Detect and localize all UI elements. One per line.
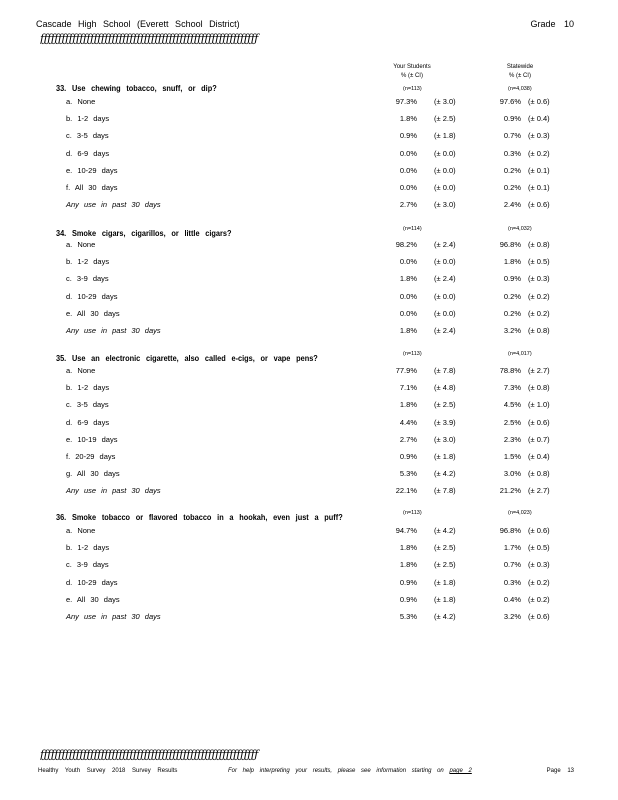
state-percent: 0.9% xyxy=(503,274,521,284)
question-title: 35. Use an electronic cigarette, also called e-cigs, or vape pens? xyxy=(56,354,318,363)
your-percent: 2.7% xyxy=(399,434,417,444)
your-percent: 1.8% xyxy=(399,543,417,553)
state-percent: 0.2% xyxy=(503,165,521,175)
your-ci: (± 2.5) xyxy=(434,543,456,553)
row-label: d. 10-29 days xyxy=(66,577,118,587)
col-state-sub: % (± CI) xyxy=(509,73,531,79)
table-row xyxy=(0,200,618,214)
your-ci: (± 2.5) xyxy=(434,400,456,410)
row-label: a. None xyxy=(66,366,96,375)
state-ci: (± 0.6) xyxy=(528,526,550,535)
col-your-title: Your Students xyxy=(393,64,431,70)
your-ci: (± 0.0) xyxy=(434,165,456,175)
col-statewide xyxy=(490,63,550,81)
state-percent: 2.5% xyxy=(503,417,521,427)
state-ci: (± 0.2) xyxy=(528,308,550,318)
your-percent: 1.8% xyxy=(399,274,417,284)
row-label: c. 3-5 days xyxy=(66,400,109,410)
sample-size-your: (n=113) xyxy=(403,510,422,516)
row-label: c. 3-9 days xyxy=(66,274,109,284)
row-label: b. 1-2 days xyxy=(66,383,110,393)
table-row xyxy=(0,435,618,449)
row-label: e. All 30 days xyxy=(66,594,120,604)
col-your-sub: % (± CI) xyxy=(401,73,423,79)
state-ci: (± 0.4) xyxy=(528,452,550,461)
col-state-title: Statewide xyxy=(506,64,534,70)
row-label: f. 20-29 days xyxy=(66,452,116,461)
row-label: c. 3-9 days xyxy=(66,560,109,570)
your-percent: 94.7% xyxy=(395,526,417,535)
sample-size-your: (n=113) xyxy=(403,86,422,92)
your-ci: (± 3.0) xyxy=(434,97,456,106)
state-percent: 0.2% xyxy=(503,291,521,301)
table-row xyxy=(0,274,618,288)
table-row xyxy=(0,383,618,397)
table-row xyxy=(0,149,618,163)
state-percent: 2.4% xyxy=(503,200,521,210)
state-percent: 3.0% xyxy=(503,469,521,479)
your-percent: 77.9% xyxy=(395,366,417,375)
bottom-divider: ƒƒƒƒƒƒƒƒƒƒƒƒƒƒƒƒƒƒƒƒƒƒƒƒƒƒƒƒƒƒƒƒƒƒƒƒƒƒƒƒƒƒƒƒƒƒƒƒƒƒƒƒƒƒƒƒƒƒƒƒƒ xyxy=(40,748,258,761)
state-percent: 0.2% xyxy=(503,183,521,192)
your-percent: 1.8% xyxy=(399,326,417,335)
table-row xyxy=(0,560,618,574)
state-ci: (± 0.2) xyxy=(528,148,550,158)
sample-size-your: (n=113) xyxy=(403,351,422,357)
state-ci: (± 0.4) xyxy=(528,114,550,124)
your-ci: (± 4.2) xyxy=(434,526,456,535)
your-ci: (± 1.8) xyxy=(434,594,456,604)
question-title: 33. Use chewing tobacco, snuff, or dip? xyxy=(56,84,217,93)
your-percent: 5.3% xyxy=(399,469,417,479)
question-title: 34. Smoke cigars, cigarillos, or little cigars? xyxy=(56,229,232,238)
row-label: d. 10-29 days xyxy=(66,291,118,301)
table-row xyxy=(0,183,618,197)
col-your-students xyxy=(382,63,442,81)
table-row xyxy=(0,97,618,111)
table-row xyxy=(0,400,618,414)
state-percent: 97.6% xyxy=(499,97,521,106)
table-row xyxy=(0,452,618,466)
state-ci: (± 0.2) xyxy=(528,291,550,301)
state-percent: 78.8% xyxy=(499,366,521,375)
row-label: e. All 30 days xyxy=(66,308,120,318)
your-ci: (± 1.8) xyxy=(434,452,456,461)
state-ci: (± 0.6) xyxy=(528,200,550,210)
sample-size-state: (n=4,023) xyxy=(508,510,532,516)
your-percent: 0.0% xyxy=(399,257,417,267)
state-percent: 0.9% xyxy=(503,114,521,124)
sample-size-state: (n=4,017) xyxy=(508,351,532,357)
row-label: Any use in past 30 days xyxy=(66,326,161,335)
table-row xyxy=(0,418,618,432)
state-percent: 0.2% xyxy=(503,308,521,318)
state-ci: (± 0.1) xyxy=(528,165,550,175)
row-label: e. 10-19 days xyxy=(66,434,118,444)
row-label: a. None xyxy=(66,97,96,106)
row-label: f. All 30 days xyxy=(66,183,118,192)
state-ci: (± 0.8) xyxy=(528,326,550,335)
your-percent: 97.3% xyxy=(395,97,417,106)
sample-size-state: (n=4,032) xyxy=(508,226,532,232)
row-label: Any use in past 30 days xyxy=(66,612,161,621)
table-row xyxy=(0,240,618,254)
question-title: 36. Smoke tobacco or flavored tobacco in a hookah, even just a puff? xyxy=(56,513,343,522)
row-label: b. 1-2 days xyxy=(66,543,110,553)
row-label: g. All 30 days xyxy=(66,469,120,479)
row-label: Any use in past 30 days xyxy=(66,200,161,210)
state-percent: 0.7% xyxy=(503,131,521,141)
footer-help-text xyxy=(228,768,472,774)
your-ci: (± 2.4) xyxy=(434,326,456,335)
state-ci: (± 0.5) xyxy=(528,543,550,553)
state-ci: (± 0.2) xyxy=(528,577,550,587)
your-ci: (± 1.8) xyxy=(434,131,456,141)
row-label: e. 10-29 days xyxy=(66,165,118,175)
your-ci: (± 2.4) xyxy=(434,274,456,284)
your-ci: (± 3.0) xyxy=(434,200,456,210)
sample-size-state: (n=4,038) xyxy=(508,86,532,92)
your-ci: (± 2.5) xyxy=(434,560,456,570)
state-ci: (± 0.3) xyxy=(528,274,550,284)
state-percent: 1.8% xyxy=(503,257,521,267)
your-percent: 2.7% xyxy=(399,200,417,210)
your-percent: 1.8% xyxy=(399,400,417,410)
state-percent: 96.8% xyxy=(499,526,521,535)
state-ci: (± 2.7) xyxy=(528,486,550,496)
your-percent: 0.0% xyxy=(399,183,417,192)
your-percent: 22.1% xyxy=(395,486,417,496)
state-percent: 7.3% xyxy=(503,383,521,393)
state-ci: (± 0.8) xyxy=(528,469,550,479)
your-ci: (± 4.2) xyxy=(434,612,456,621)
table-row xyxy=(0,469,618,483)
state-ci: (± 0.6) xyxy=(528,97,550,106)
your-ci: (± 0.0) xyxy=(434,183,456,192)
state-percent: 0.4% xyxy=(503,594,521,604)
your-percent: 0.0% xyxy=(399,291,417,301)
state-percent: 4.5% xyxy=(503,400,521,410)
your-percent: 0.0% xyxy=(399,148,417,158)
header-grade: Grade 10 xyxy=(530,19,574,29)
row-label: b. 1-2 days xyxy=(66,114,110,124)
your-ci: (± 2.5) xyxy=(434,114,456,124)
table-row xyxy=(0,543,618,557)
your-ci: (± 7.8) xyxy=(434,486,456,496)
state-ci: (± 0.6) xyxy=(528,417,550,427)
your-ci: (± 3.9) xyxy=(434,417,456,427)
your-percent: 4.4% xyxy=(399,417,417,427)
footer-page-number: Page 13 xyxy=(546,768,574,774)
your-ci: (± 2.4) xyxy=(434,240,456,249)
table-row xyxy=(0,595,618,609)
table-row xyxy=(0,257,618,271)
your-percent: 0.0% xyxy=(399,308,417,318)
table-row xyxy=(0,309,618,323)
state-ci: (± 0.8) xyxy=(528,383,550,393)
header-title: Cascade High School (Everett School District) xyxy=(36,19,240,29)
your-percent: 0.9% xyxy=(399,577,417,587)
state-percent: 1.5% xyxy=(503,452,521,461)
state-percent: 3.2% xyxy=(503,326,521,335)
your-percent: 0.0% xyxy=(399,165,417,175)
your-ci: (± 7.8) xyxy=(434,366,456,375)
your-percent: 5.3% xyxy=(399,612,417,621)
your-percent: 0.9% xyxy=(399,452,417,461)
table-row xyxy=(0,292,618,306)
row-label: d. 6-9 days xyxy=(66,417,110,427)
table-row xyxy=(0,366,618,380)
state-ci: (± 0.3) xyxy=(528,560,550,570)
state-percent: 21.2% xyxy=(499,486,521,496)
table-row xyxy=(0,526,618,540)
state-percent: 1.7% xyxy=(503,543,521,553)
state-percent: 0.3% xyxy=(503,577,521,587)
row-label: Any use in past 30 days xyxy=(66,486,161,496)
your-ci: (± 4.2) xyxy=(434,469,456,479)
footer-survey-name: Healthy Youth Survey 2018 Survey Results xyxy=(38,768,178,774)
your-percent: 7.1% xyxy=(399,383,417,393)
table-row xyxy=(0,578,618,592)
sample-size-your: (n=114) xyxy=(403,226,422,232)
table-row xyxy=(0,612,618,626)
state-percent: 3.2% xyxy=(503,612,521,621)
your-ci: (± 3.0) xyxy=(434,434,456,444)
state-percent: 2.3% xyxy=(503,434,521,444)
your-ci: (± 0.0) xyxy=(434,308,456,318)
table-row xyxy=(0,131,618,145)
row-label: a. None xyxy=(66,526,96,535)
your-ci: (± 0.0) xyxy=(434,257,456,267)
table-row xyxy=(0,114,618,128)
state-percent: 0.3% xyxy=(503,148,521,158)
state-ci: (± 0.2) xyxy=(528,594,550,604)
your-percent: 0.9% xyxy=(399,594,417,604)
state-ci: (± 0.1) xyxy=(528,183,550,192)
state-ci: (± 0.7) xyxy=(528,434,550,444)
row-label: c. 3-5 days xyxy=(66,131,109,141)
your-ci: (± 4.8) xyxy=(434,383,456,393)
your-ci: (± 1.8) xyxy=(434,577,456,587)
state-ci: (± 0.5) xyxy=(528,257,550,267)
row-label: b. 1-2 days xyxy=(66,257,110,267)
row-label: d. 6-9 days xyxy=(66,148,110,158)
table-row xyxy=(0,326,618,340)
state-percent: 96.8% xyxy=(499,240,521,249)
state-ci: (± 0.8) xyxy=(528,240,550,249)
top-divider: ƒƒƒƒƒƒƒƒƒƒƒƒƒƒƒƒƒƒƒƒƒƒƒƒƒƒƒƒƒƒƒƒƒƒƒƒƒƒƒƒƒƒƒƒƒƒƒƒƒƒƒƒƒƒƒƒƒƒƒƒƒ xyxy=(40,32,258,45)
state-ci: (± 0.3) xyxy=(528,131,550,141)
table-row xyxy=(0,166,618,180)
row-label: a. None xyxy=(66,240,96,249)
your-percent: 0.9% xyxy=(399,131,417,141)
your-ci: (± 0.0) xyxy=(434,148,456,158)
footer-page-link[interactable]: page 2 xyxy=(449,768,472,774)
your-percent: 98.2% xyxy=(395,240,417,249)
state-ci: (± 0.6) xyxy=(528,612,550,621)
your-percent: 1.8% xyxy=(399,560,417,570)
your-percent: 1.8% xyxy=(399,114,417,124)
state-ci: (± 1.0) xyxy=(528,400,550,410)
state-ci: (± 2.7) xyxy=(528,366,550,375)
footer-help-label: For help interpreting your results, please see information starting on xyxy=(228,768,450,774)
state-percent: 0.7% xyxy=(503,560,521,570)
your-ci: (± 0.0) xyxy=(434,291,456,301)
table-row xyxy=(0,486,618,500)
